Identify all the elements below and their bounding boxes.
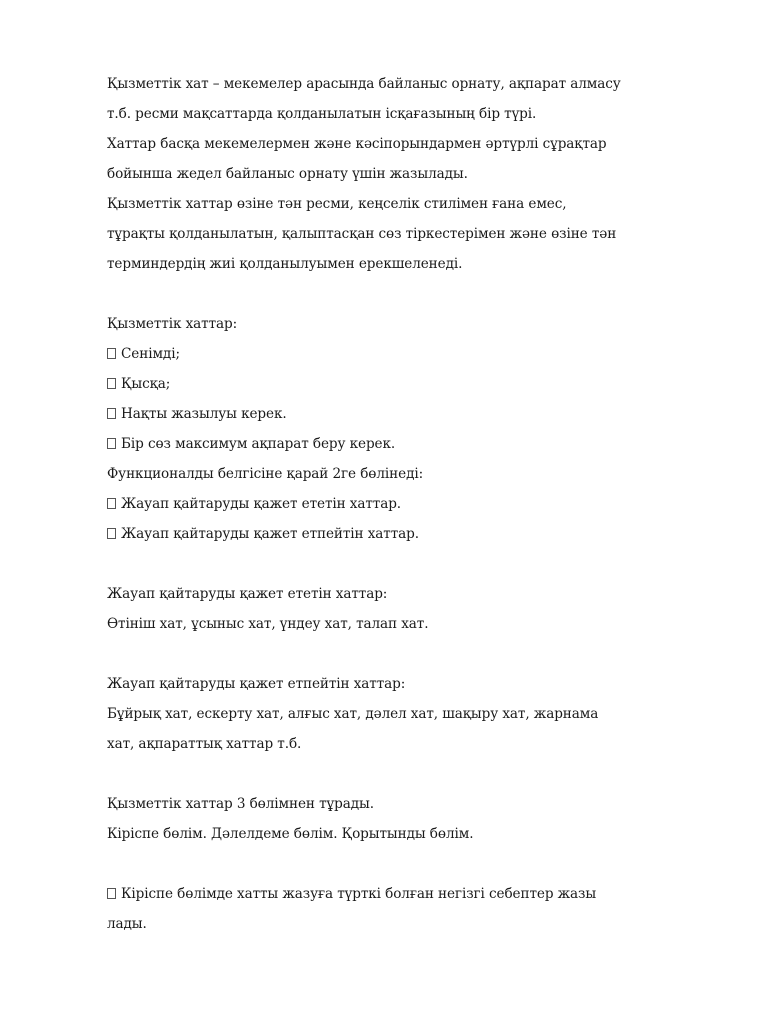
- blank-line: [107, 279, 707, 309]
- checkbox-bullet-icon: [107, 498, 116, 509]
- list-item-text: Сенімді;: [121, 346, 180, 362]
- paragraph-line: Қызметтік хат – мекемелер арасында байланыс орнату, ақпарат алмасу: [107, 76, 621, 92]
- paragraph-line: т.б. ресми мақсаттарда қолданылатын ісқағазының бір түрі.: [107, 106, 537, 122]
- blank-line: [107, 549, 707, 579]
- paragraph-line: Кіріспе бөлім. Дәлелдеме бөлім. Қорытынды бөлім.: [107, 826, 474, 842]
- list-item: [107, 369, 707, 399]
- list-item: [107, 879, 707, 909]
- list-item: [107, 519, 707, 549]
- list-item: [107, 339, 707, 369]
- document-body: [107, 69, 707, 939]
- paragraph-line: бойынша жедел байланыс орнату үшін жазылады.: [107, 166, 468, 182]
- list-item: [107, 429, 707, 459]
- section-heading: Функционалды белгісіне қарай 2ге бөлінеді:: [107, 466, 424, 482]
- checkbox-bullet-icon: [107, 378, 116, 389]
- paragraph-line: Қызметтік хаттар өзіне тән ресми, кеңселік стилімен ғана емес,: [107, 196, 567, 212]
- list-item-text: Нақты жазылуы керек.: [121, 406, 287, 422]
- list-item-text: Жауап қайтаруды қажет ететін хаттар.: [121, 496, 402, 512]
- list-item-text: Бір сөз максимум ақпарат беру керек.: [121, 436, 396, 452]
- paragraph-line: лады.: [107, 916, 147, 932]
- checkbox-bullet-icon: [107, 528, 116, 539]
- list-item: [107, 399, 707, 429]
- list-item-text: Кіріспе бөлімде хатты жазуға түрткі болған негізгі себептер жазы: [121, 886, 597, 902]
- blank-line: [107, 639, 707, 669]
- checkbox-bullet-icon: [107, 888, 116, 899]
- list-item-text: Жауап қайтаруды қажет етпейтін хаттар.: [121, 526, 419, 542]
- checkbox-bullet-icon: [107, 348, 116, 359]
- paragraph-line: терминдердің жиі қолданылуымен ерекшеленеді.: [107, 256, 463, 272]
- checkbox-bullet-icon: [107, 408, 116, 419]
- paragraph-line: Бұйрық хат, ескерту хат, алғыс хат, дәлел хат, шақыру хат, жарнама: [107, 706, 599, 722]
- list-item-text: Қысқа;: [121, 376, 171, 392]
- paragraph-line: Хаттар басқа мекемелермен және кәсіпорындармен әртүрлі сұрақтар: [107, 136, 607, 152]
- section-heading: Жауап қайтаруды қажет ететін хаттар:: [107, 586, 388, 602]
- blank-line: [107, 759, 707, 789]
- checkbox-bullet-icon: [107, 438, 116, 449]
- list-item: [107, 489, 707, 519]
- paragraph-line: Өтініш хат, ұсыныс хат, үндеу хат, талап хат.: [107, 616, 429, 632]
- paragraph-line: тұрақты қолданылатын, қалыптасқан сөз тіркестерімен және өзіне тән: [107, 226, 617, 242]
- section-heading: Жауап қайтаруды қажет етпейтін хаттар:: [107, 676, 406, 692]
- section-heading: Қызметтік хаттар 3 бөлімнен тұрады.: [107, 796, 374, 812]
- section-heading: Қызметтік хаттар:: [107, 316, 238, 332]
- blank-line: [107, 849, 707, 879]
- paragraph-line: хат, ақпараттық хаттар т.б.: [107, 736, 302, 752]
